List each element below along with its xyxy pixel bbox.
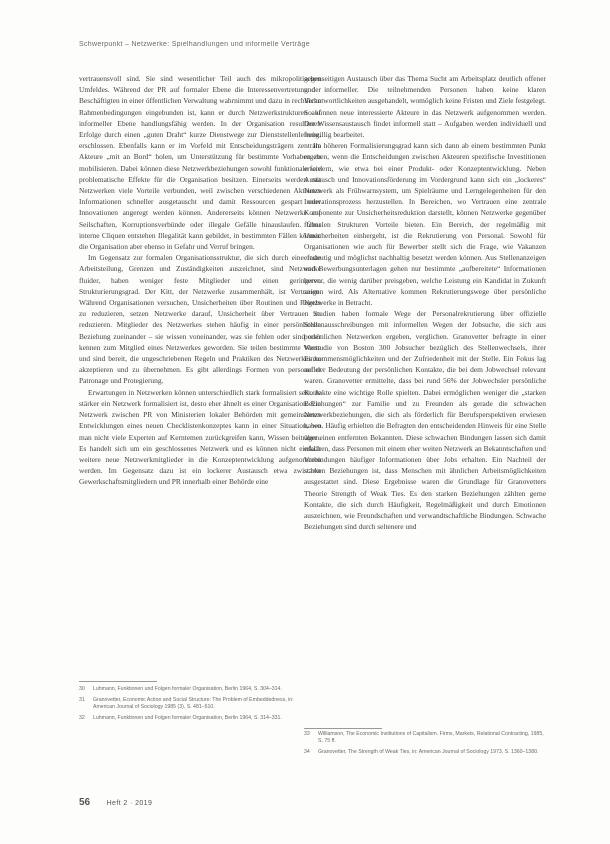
footnotes-right (304, 731, 546, 760)
footnote (304, 731, 546, 745)
page-footer (79, 792, 152, 810)
footnote-divider (79, 681, 157, 682)
page-number: 56 (79, 797, 91, 808)
body-column-left (79, 73, 321, 673)
paragraph: Erwartungen in Netzwerken können unterschiedlich stark formalisiert sein. Je stärker ein Netzwerk formalisiert ist, desto eher ähnelt es einer Organisation. Ein Netzwerk zwischen PR von Ministerien lokaler Behörden mit gemeinsamen Entwicklungen eines neuen Checklistenkonzeptes kann in einer Situation, wo man nicht viele Experten auf Kerntemen zurückgreifen kann, Wissen beitragen. Es handelt sich um ein geschlossenes Netzwerk und es können nicht einfach weitere neue Netzwerkmitglieder in die Konzeptentwicklung aufgenommen werden. Im Gegensatz dazu ist ein lockerer Austausch etwa zwischen Gewerkschaftsmitgliedern und PR innerhalb einer Behörde eine (79, 387, 321, 487)
footnote (304, 749, 546, 756)
running-head: Schwerpunkt – Netzwerke: Spielhandlungen und informelle Verträge (79, 41, 310, 48)
footnote-text: Luhmann, Funktionen und Folgen formaler Organisation, Berlin 1964, S. 314–331. (93, 715, 282, 721)
paragraph: Im höheren Formalisierungsgrad kann sich dann ab einem bestimmten Punkt ergeben, wenn die Entscheidungen zwischen Akteuren spezifische Investitionen erfordern, wie etwa bei einer Produkt- oder Konzeptentwicklung. Neben Austausch und Innovationsförderung im Vordergrund kann sich ein „lockeres“ Netzwerk als Frühwarnsystem, um Spielräume und Lerngelegenheiten für den Innovationsprozess herzustellen. In Bereichen, wo Vertrauen eine zentrale Komponente zur Unsicherheitsreduktion darstellt, können Netzwerke gegenüber formalen Strukturen Vorteile bieten. Ein Bereich, der regelmäßig mit Unsicherheiten einhergeht, ist die Rekrutierung von Personal. Sowohl für Organisationen wie auch für Bewerber stellt sich die Frage, wie Vakanzen eindeutig und möglichst nachhaltig besetzt werden können. Aus Stellenanzeigen und Bewerbungsunterlagen gehen nur bestimmte „aufbereitete“ Informationen hervor, die wenig darüber preisgeben, welche Leistung ein Kandidat in Zukunft zeigen wird. Als Alternative kommen Rekrutierungswege über persönliche Netzwerke in Betracht. (304, 141, 546, 308)
footnote-number: 31 (79, 697, 85, 703)
paragraph: Studien haben formale Wege der Personalrekrutierung über offizielle Stellenausschreibungen mit informellen Wegen der Jobsuche, die sich aus persönlichen Netzwerken ergeben, verglichen. Granovetter befragte in einer Vorstudie von Boston 300 Jobsucher bezüglich des Stellenwechsels, ihrer Einkommensmöglichkeiten und der Zufriedenheit mit der Stelle. Ein Fokus lag auf der Bedeutung der persönlichen Kontakte, die bei dem Jobwechsel relevant waren. Granovetter ermittelte, dass bei rund 56% der Jobwechsler persönliche Kontakte eine wichtige Rolle spielten. Dabei ermöglichen weniger die „starken Beziehungen“ zur Familie und zu Freunden als gerade die schwachen Netzwerkbeziehungen, die sich als förderlich für Berufsperspektiven erwiesen haben. Häufig erhielten die Befragten den entscheidenden Hinweis für eine Stelle über einen entfernten Bekannten. Diese schwachen Bindungen lassen sich damit erklären, dass Personen mit einem eher weiten Netzwerk an Bekanntschaften und Verbindungen häufiger Informationen über Jobs erhalten. Ein Nachteil der starken Beziehungen ist, dass Menschen mit ähnlichen Arbeitsmöglichkeiten ausgestattet sind. Diese Ergebnisse waren die Grundlage für Granovetters Theorie Strength of Weak Ties. Es den starken Beziehungen zählten gerne Kontakte, die sich durch Häufigkeit, Regelmäßigkeit und durch Emotionen auszeichnen, wie Freundschaften und verwandtschaftliche Bindungen. Schwache Beziehungen sind durch seltenere und (304, 309, 546, 532)
footnote (79, 686, 314, 693)
body-column-right (304, 73, 546, 697)
footnote-number: 34 (304, 749, 310, 755)
footnotes-left (79, 686, 314, 726)
paragraph: vertrauensvoll sind. Sie sind wesentlicher Teil auch des mikropolitischen Umfeldes. Während der PR auf formaler Ebene die Interessenvertretung der Beschäftigten in einer öffentlichen Verwaltung wahrnimmt und dazu in rechtliche Rahmenbedingungen eingebunden ist, kann er durch Netzwerkstrukturen auf informeller Ebene handlungsfähig werden. In der Organisation resultieren Erfolge durch einen „guten Draht“ kurze Dienstwege zur Dienststellenleitung, erschlossen. Ebenfalls kann er im Vorfeld mit Entscheidungsträgern zentrale Akteure „mit an Bord“ holen, um Unterstützung für bestimmte Vorhaben zu mobilisieren. Dabei können diese Netzwerkbeziehungen sowohl funktionale wie problematische Effekte für die Organisation besitzen. Einerseits werden mit Netzwerken viele Vorteile verbunden, weil zwischen verschiedenen Akteuren Informationen schneller ausgetauscht und damit Ressourcen gespart oder Innovationen angeregt werden können. Andererseits können Netzwerke auf Seilschaften, Korruptionsverbünde oder illegale Gefälle hinauslaufen. Über interne Cliquen entstehen Illegalität kann gebildet, in bestimmten Fällen können die Organisation aber ebenso in Gefahr und Verruf bringen. (79, 74, 321, 252)
footnote-number: 33 (304, 731, 310, 737)
footnote-number: 30 (79, 686, 85, 692)
footnote (79, 715, 314, 722)
issue-label: Heft 2 · 2019 (106, 800, 153, 807)
footnote-text: Williamson, The Economic Institutions of Capitalism. Firms, Markets, Relational Contracting, 1985, S. 75 ff. (318, 731, 544, 744)
footnote (79, 697, 314, 711)
paragraph: gegenseitigen Austausch über das Thema Sucht am Arbeitsplatz deutlich offener und informeller. Die teilnehmenden Personen haben keine klaren Verantwortlichkeiten ausgehandelt, womöglich keine Fristen und Ziele festgelegt. So können neue interessierte Akteure in das Netzwerk aufgenommen werden. Der Wissensaustausch findet informell statt – Aufgaben werden individuell und freiwillig bearbeitet. (304, 74, 546, 140)
footnote-text: Luhmann, Funktionen und Folgen formaler Organisation, Berlin 1964, S. 304–314. (93, 686, 282, 692)
paragraph: Im Gegensatz zur formalen Organisationsstruktur, die sich durch eine feste Arbeitsteilung, Grenzen und Zuständigkeiten auszeichnet, sind Netzwerke fluider, haben weniger feste Mitglieder und einen geringeren Strukturierungsgrad. Der Kitt, der Netzwerke zusammenhält, ist Vertrauen. Während Organisationen versuchen, Unsicherheiten über Routinen und Regeln zu reduzieren, setzen Netzwerke darauf, Unsicherheit über Vertrauen zu reduzieren. Mitglieder des Netzwerkes stehen häufig in einer persönlichen Beziehung zueinander – sie wissen voneinander, was sie fehlen oder sind oder kennen zum Mitglied eines Netzwerkes geworden. Sie teilen bestimmte Werte und sind bereit, die ungeschriebenen Regeln und Praktiken des Netzwerkes zu akzeptieren und zu übernehmen. Es gibt allerdings Formen von personeller Patronage und Protegierung. (79, 253, 321, 386)
footnote-number: 32 (79, 715, 85, 721)
footnote-divider (304, 728, 382, 729)
footnote-text: Granovetter, The Strength of Weak Ties, in: American Journal of Sociology 1973, S. 1360–1380. (318, 749, 539, 755)
footnote-text: Granovetter, Economic Action and Social Structure: The Problem of Embeddedness, in: American Journal of Sociology 1985 (3), S. 481–510. (93, 697, 294, 710)
